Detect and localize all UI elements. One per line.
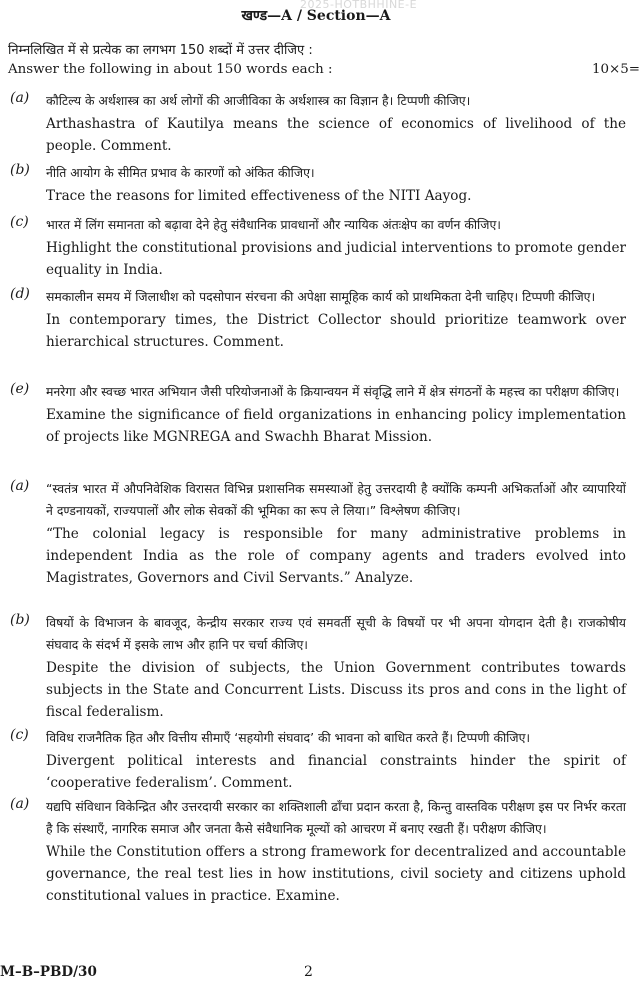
question-3a [10,796,626,907]
question-2c [10,727,626,794]
question-label: (c) [10,214,29,230]
question-text-hindi: समकालीन समय में जिलाधीश को पदसोपान संरचना की अपेक्षा सामूहिक कार्य को प्राथमिकता देनी चाहिए। टिप्पणी कीजिए। [46,289,596,304]
watermark: 2025-HOTBHHINE-E [300,0,418,11]
marks-allocation: 10×5= [592,62,640,77]
question-text-english: Despite the division of subjects, the Union Government contributes towards subjects in the State and Concurrent Lists. Discuss its pros and cons in the light of fiscal federalism. [46,660,626,720]
question-text-english: While the Constitution offers a strong framework for decentralized and accountable governance, the real test lies in how institutions, civil society and citizens uphold constitutional values in practice. Examine. [46,844,626,904]
question-label: (a) [10,796,30,812]
question-2b [10,612,626,723]
instruction-english: Answer the following in about 150 words each : [8,62,333,77]
question-1a [10,90,626,157]
question-text-hindi: विषयों के विभाजन के बावजूद, केन्द्रीय सरकार राज्य एवं समवर्ती सूची के विषयों पर भी अपना योगदान देती है। राजकोषीय संघवाद के संदर्भ में इसके लाभ और हानि पर चर्चा कीजिए। [46,615,626,652]
paper-code: M–B–PBD/30 [0,964,97,980]
question-text-english: Examine the significance of field organizations in enhancing policy implementation of projects like MGNREGA and Swachh Bharat Mission. [46,407,626,445]
question-text-english: Divergent political interests and financial constraints hinder the spirit of ‘cooperative federalism’. Comment. [46,753,626,791]
question-text-hindi: यद्यपि संविधान विकेन्द्रित और उत्तरदायी सरकार का शक्तिशाली ढाँचा प्रदान करता है, किन्तु वास्तविक परीक्षण इस पर निर्भर करता है कि संस्थाएँ, नागरिक समाज और जनता कैसे संवैधानिक मूल्यों को आचरण में बनाए रखती हैं। परीक्षण कीजिए। [46,799,626,836]
question-label: (c) [10,727,29,743]
instruction-hindi: निम्नलिखित में से प्रत्येक का लगभग 150 शब्दों में उत्तर दीजिए : [8,43,313,58]
question-1d [10,286,626,353]
section-header: खण्ड—A / Section—A [241,8,391,24]
question-text-english: In contemporary times, the District Collector should prioritize teamwork over hierarchical structures. Comment. [46,312,626,350]
question-text-hindi: भारत में लिंग समानता को बढ़ावा देने हेतु संवैधानिक प्रावधानों और न्यायिक अंतःक्षेप का वर्णन कीजिए। [46,217,501,232]
question-1c [10,214,626,281]
question-label: (a) [10,478,30,494]
question-text-hindi: “स्वतंत्र भारत में औपनिवेशिक विरासत विभिन्न प्रशासनिक समस्याओं हेतु उत्तरदायी है क्योंकि कम्पनी अभिकर्ताओं और व्यापारियों ने दण्डनायकों, राज्यपालों और लोक सेवकों की भूमिका का रूप ले लिया।” विश्लेषण कीजिए। [46,481,626,518]
question-1e [10,381,626,448]
question-label: (b) [10,162,30,178]
question-1b [10,162,626,207]
question-text-english: Trace the reasons for limited effectiveness of the NITI Aayog. [46,188,472,204]
question-label: (d) [10,286,30,302]
question-text-hindi: नीति आयोग के सीमित प्रभाव के कारणों को अंकित कीजिए। [46,165,315,180]
question-label: (b) [10,612,30,628]
question-text-english: Arthashastra of Kautilya means the science of economics of livelihood of the people. Comment. [46,116,626,154]
question-label: (e) [10,381,30,397]
question-text-hindi: मनरेगा और स्वच्छ भारत अभियान जैसी परियोजनाओं के क्रियान्वयन में संवृद्धि लाने में क्षेत्र संगठनों के महत्त्व का परीक्षण कीजिए। [46,384,620,399]
question-text-hindi: कौटिल्य के अर्थशास्त्र का अर्थ लोगों की आजीविका के अर्थशास्त्र का विज्ञान है। टिप्पणी कीजिए। [46,93,471,108]
question-text-english: “The colonial legacy is responsible for many administrative problems in independent India as the role of company agents and traders evolved into Magistrates, Governors and Civil Servants.” Analyze. [46,526,626,586]
question-2a [10,478,626,589]
question-text-hindi: विविध राजनैतिक हित और वित्तीय सीमाएँ ‘सहयोगी संघवाद’ की भावना को बाधित करते हैं। टिप्पणी कीजिए। [46,730,531,745]
question-text-english: Highlight the constitutional provisions and judicial interventions to promote gender equality in India. [46,240,626,278]
question-label: (a) [10,90,30,106]
page-number: 2 [304,964,313,980]
